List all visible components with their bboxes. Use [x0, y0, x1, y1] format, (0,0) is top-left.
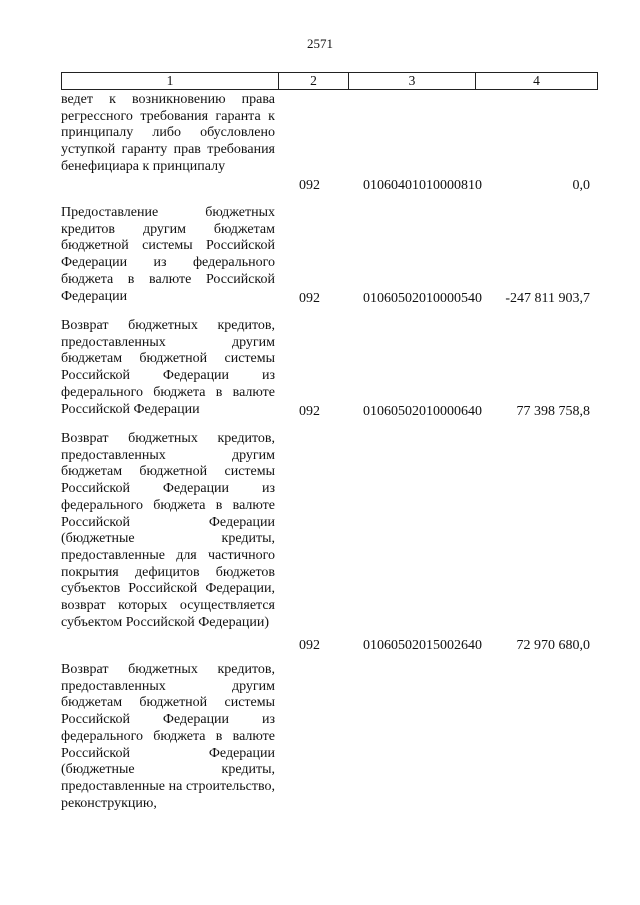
row-code: 01060401010000810 — [363, 178, 482, 193]
header-col-2: 2 — [279, 73, 349, 89]
row-description: Предоставление бюджетных кредитов другим бюджетам бюджетной системы Российской Федерации из федерального бюджета в валюте Российской Федерации — [61, 205, 275, 304]
header-col-1: 1 — [62, 73, 279, 89]
row-code: 01060502010000540 — [363, 291, 482, 306]
header-col-3: 3 — [349, 73, 476, 89]
row-amount: 72 970 680,0 — [516, 638, 590, 653]
row-admin-code: 092 — [299, 178, 320, 193]
header-col-4: 4 — [533, 73, 540, 88]
row-admin-code: 092 — [299, 291, 320, 306]
row-amount: 0,0 — [572, 178, 590, 193]
row-admin-code: 092 — [299, 638, 320, 653]
table-header — [61, 72, 598, 90]
row-description: Возврат бюджетных кредитов, предоставленных другим бюджетам бюджетной системы Российской Федерации из федерального бюджета в валюте Российской Федерации (бюджетные кредиты, предоставленные на строительство, реконструкцию, — [61, 662, 275, 811]
page-number: 2571 — [307, 36, 333, 51]
row-admin-code: 092 — [299, 404, 320, 419]
row-code: 01060502010000640 — [363, 404, 482, 419]
row-description: Возврат бюджетных кредитов, предоставленных другим бюджетам бюджетной системы Российской Федерации из федерального бюджета в валюте Российской Федерации — [61, 318, 275, 417]
row-description: ведет к возникновению права регрессного требования гаранта к принципалу либо обусловлено уступкой гаранту прав требования бенефициара к принципалу — [61, 92, 275, 174]
row-code: 01060502015002640 — [363, 638, 482, 653]
row-amount: -247 811 903,7 — [505, 291, 590, 306]
row-description: Возврат бюджетных кредитов, предоставленных другим бюджетам бюджетной системы Российской Федерации из федерального бюджета в валюте Российской Федерации (бюджетные кредиты, предоставленные для частичного покрытия дефицитов бюджетов субъектов Российской Федерации, возврат которых осуществляется субъектом Российской Федерации) — [61, 431, 275, 630]
row-amount: 77 398 758,8 — [516, 404, 590, 419]
